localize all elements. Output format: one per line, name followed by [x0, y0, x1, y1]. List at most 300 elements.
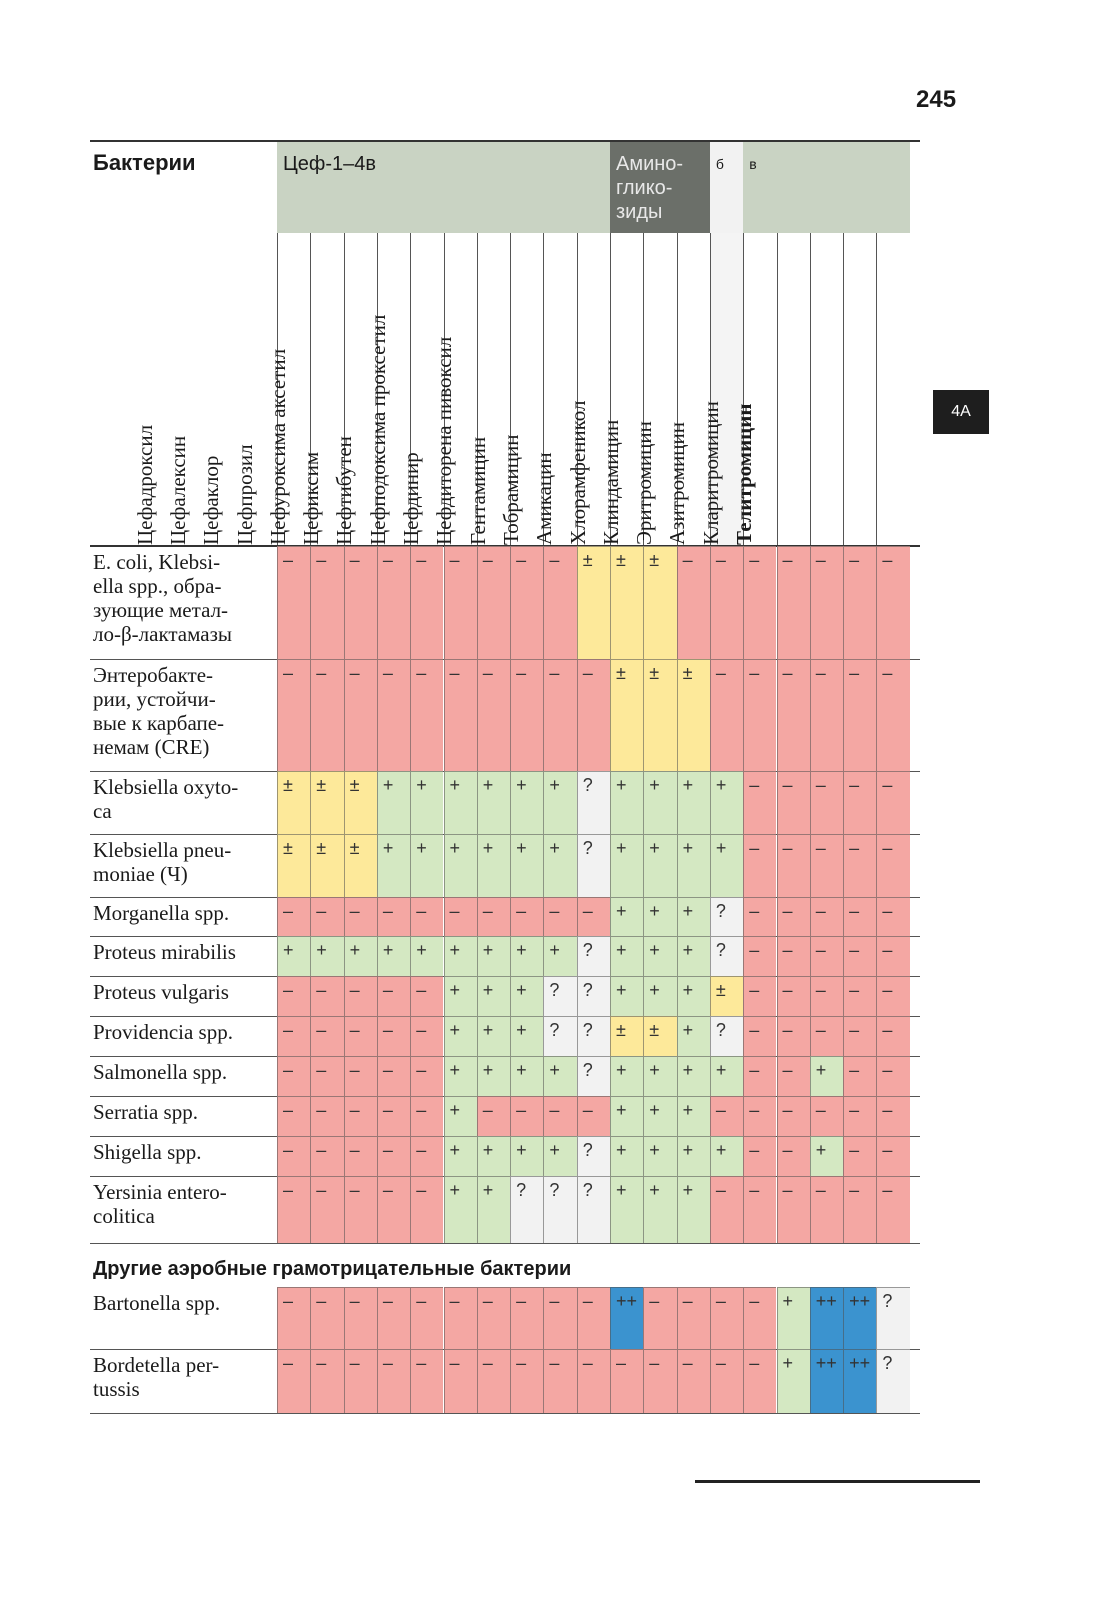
susceptibility-cell: + — [543, 771, 576, 834]
drug-name: Цефпрозил — [232, 444, 257, 545]
susceptibility-cell: – — [743, 1016, 776, 1056]
susceptibility-cell: – — [777, 834, 810, 897]
susceptibility-cell: ? — [710, 936, 743, 976]
susceptibility-cell: ± — [610, 659, 643, 771]
susceptibility-cell: – — [777, 936, 810, 976]
susceptibility-cell: – — [377, 1096, 410, 1136]
susceptibility-cell: – — [677, 1349, 710, 1413]
bacteria-row-label: Proteus mirabilis — [93, 940, 236, 964]
susceptibility-cell: – — [277, 1349, 310, 1413]
drug-name: Цефподоксима проксетил — [365, 314, 390, 545]
susceptibility-cell: – — [410, 976, 443, 1016]
susceptibility-cell: + — [477, 834, 510, 897]
susceptibility-cell: – — [743, 897, 776, 936]
susceptibility-cell: ? — [876, 1287, 909, 1349]
susceptibility-cell: ? — [577, 976, 610, 1016]
susceptibility-cell: ? — [577, 1176, 610, 1243]
susceptibility-cell: – — [743, 1096, 776, 1136]
susceptibility-cell: + — [677, 1136, 710, 1176]
susceptibility-cell: – — [410, 1176, 443, 1243]
susceptibility-cell: – — [444, 659, 477, 771]
susceptibility-cell: + — [543, 834, 576, 897]
column-group-label: б — [715, 156, 724, 172]
susceptibility-cell: – — [277, 1096, 310, 1136]
susceptibility-cell: – — [410, 1287, 443, 1349]
susceptibility-cell: ± — [610, 1016, 643, 1056]
susceptibility-cell: + — [377, 771, 410, 834]
susceptibility-cell: + — [410, 834, 443, 897]
susceptibility-cell: + — [477, 1016, 510, 1056]
susceptibility-cell: + — [610, 771, 643, 834]
drug-name: Хлорамфеникол — [565, 400, 590, 545]
susceptibility-cell: + — [510, 1016, 543, 1056]
susceptibility-cell: – — [743, 1287, 776, 1349]
bacteria-row-label: Klebsiella pneu- moniae (Ч) — [93, 838, 232, 886]
susceptibility-cell: – — [277, 1056, 310, 1096]
susceptibility-cell: – — [810, 976, 843, 1016]
susceptibility-cell: – — [777, 1056, 810, 1096]
susceptibility-cell: – — [310, 1349, 343, 1413]
column-group-label: Цеф-1–4в — [283, 153, 377, 175]
bacteria-row-label: Yersinia entero- colitica — [93, 1180, 227, 1228]
susceptibility-cell: – — [477, 1349, 510, 1413]
susceptibility-cell: + — [677, 976, 710, 1016]
susceptibility-cell: – — [344, 1287, 377, 1349]
susceptibility-cell: – — [344, 1056, 377, 1096]
susceptibility-cell: + — [677, 1016, 710, 1056]
susceptibility-cell: + — [444, 1016, 477, 1056]
susceptibility-cell: – — [277, 897, 310, 936]
susceptibility-cell: – — [743, 1136, 776, 1176]
chapter-tab: 4A — [933, 390, 989, 434]
susceptibility-cell: + — [643, 771, 676, 834]
susceptibility-cell: ± — [577, 546, 610, 659]
drug-name: Цефуроксима аксетил — [265, 348, 290, 545]
row-divider — [90, 1413, 920, 1414]
susceptibility-cell: – — [510, 659, 543, 771]
susceptibility-cell: – — [710, 1287, 743, 1349]
drug-name: Клиндамицин — [598, 419, 623, 545]
susceptibility-cell: – — [810, 1016, 843, 1056]
susceptibility-cell: – — [577, 1096, 610, 1136]
susceptibility-cell: + — [643, 1176, 676, 1243]
susceptibility-cell: – — [444, 1349, 477, 1413]
susceptibility-cell: + — [510, 1056, 543, 1096]
susceptibility-cell: – — [743, 1176, 776, 1243]
susceptibility-cell: + — [444, 771, 477, 834]
susceptibility-cell: – — [710, 1349, 743, 1413]
susceptibility-cell: + — [677, 1056, 710, 1096]
susceptibility-cell: – — [510, 1096, 543, 1136]
susceptibility-cell: – — [876, 897, 909, 936]
susceptibility-cell: – — [743, 771, 776, 834]
susceptibility-cell: – — [810, 659, 843, 771]
susceptibility-cell: + — [477, 1056, 510, 1096]
susceptibility-cell: – — [477, 1287, 510, 1349]
susceptibility-cell: + — [444, 1056, 477, 1096]
susceptibility-cell: – — [410, 1349, 443, 1413]
susceptibility-cell: – — [810, 834, 843, 897]
susceptibility-cell: – — [410, 1096, 443, 1136]
susceptibility-cell: – — [310, 659, 343, 771]
susceptibility-cell: – — [777, 1016, 810, 1056]
susceptibility-cell: – — [677, 1287, 710, 1349]
page-number: 245 — [916, 86, 957, 113]
susceptibility-cell: – — [377, 1136, 410, 1176]
bacteria-row-label: Shigella spp. — [93, 1140, 202, 1164]
susceptibility-cell: – — [510, 897, 543, 936]
susceptibility-cell: + — [610, 976, 643, 1016]
susceptibility-cell: + — [344, 936, 377, 976]
susceptibility-cell: – — [777, 771, 810, 834]
susceptibility-cell: + — [643, 1136, 676, 1176]
susceptibility-cell: – — [843, 936, 876, 976]
susceptibility-cell: + — [510, 936, 543, 976]
susceptibility-cell: – — [876, 834, 909, 897]
drug-name: Цефиксим — [299, 451, 324, 545]
susceptibility-cell: ? — [577, 1016, 610, 1056]
susceptibility-cell: ? — [543, 976, 576, 1016]
susceptibility-cell: – — [876, 1176, 909, 1243]
susceptibility-cell: – — [477, 1096, 510, 1136]
susceptibility-cell: – — [743, 976, 776, 1016]
susceptibility-cell: – — [777, 1096, 810, 1136]
susceptibility-cell: + — [643, 976, 676, 1016]
susceptibility-cell: + — [410, 771, 443, 834]
susceptibility-cell: ± — [310, 771, 343, 834]
susceptibility-cell: – — [277, 1287, 310, 1349]
susceptibility-cell: + — [710, 1056, 743, 1096]
susceptibility-cell: + — [710, 1136, 743, 1176]
drug-name: Тобрамицин — [498, 434, 523, 545]
bacteria-row-label: Bartonella spp. — [93, 1291, 221, 1315]
drug-name: Цефдинир — [399, 452, 424, 545]
bacteria-row-label: Providencia spp. — [93, 1020, 233, 1044]
susceptibility-cell: ? — [577, 936, 610, 976]
bacteria-row-label: Salmonella spp. — [93, 1060, 228, 1084]
susceptibility-cell: – — [344, 897, 377, 936]
susceptibility-cell: – — [810, 546, 843, 659]
susceptibility-cell: – — [710, 1176, 743, 1243]
susceptibility-cell: ? — [577, 1136, 610, 1176]
susceptibility-cell: ± — [643, 546, 676, 659]
susceptibility-cell: ? — [577, 834, 610, 897]
susceptibility-cell: – — [410, 546, 443, 659]
susceptibility-cell: – — [876, 1136, 909, 1176]
susceptibility-cell: – — [876, 976, 909, 1016]
susceptibility-cell: – — [444, 546, 477, 659]
susceptibility-cell: – — [743, 1349, 776, 1413]
susceptibility-cell: – — [377, 976, 410, 1016]
susceptibility-cell: + — [610, 936, 643, 976]
susceptibility-cell: – — [876, 1056, 909, 1096]
susceptibility-cell: – — [777, 1176, 810, 1243]
susceptibility-cell: – — [743, 1056, 776, 1096]
susceptibility-cell: – — [876, 936, 909, 976]
susceptibility-cell: ? — [543, 1176, 576, 1243]
susceptibility-cell: – — [377, 897, 410, 936]
susceptibility-cell: + — [444, 1096, 477, 1136]
susceptibility-cell: – — [743, 936, 776, 976]
susceptibility-cell: – — [310, 1176, 343, 1243]
susceptibility-cell: + — [543, 1056, 576, 1096]
susceptibility-cell: – — [543, 659, 576, 771]
susceptibility-cell: + — [444, 834, 477, 897]
susceptibility-cell: ? — [577, 1056, 610, 1096]
susceptibility-cell: + — [677, 936, 710, 976]
susceptibility-cell: + — [677, 1096, 710, 1136]
susceptibility-cell: – — [543, 1096, 576, 1136]
drug-column-header — [732, 233, 909, 545]
susceptibility-cell: – — [310, 546, 343, 659]
susceptibility-cell: + — [477, 1136, 510, 1176]
bacteria-row-label: E. coli, Klebsi- ella spp., обра- зующие метал- ло-β-лактамазы — [93, 550, 233, 646]
susceptibility-cell: + — [643, 1096, 676, 1136]
column-group-header — [710, 142, 743, 233]
susceptibility-cell: – — [477, 897, 510, 936]
susceptibility-cell: – — [777, 659, 810, 771]
susceptibility-cell: + — [543, 936, 576, 976]
susceptibility-cell: + — [277, 936, 310, 976]
susceptibility-cell: – — [843, 1136, 876, 1176]
susceptibility-cell: + — [643, 834, 676, 897]
susceptibility-cell: – — [410, 897, 443, 936]
susceptibility-cell: ? — [510, 1176, 543, 1243]
susceptibility-cell: – — [843, 1176, 876, 1243]
drug-name: Цефадроксил — [132, 424, 157, 545]
susceptibility-cell: – — [710, 1096, 743, 1136]
susceptibility-cell: – — [643, 1287, 676, 1349]
drug-name: Цефдиторена пивоксил — [432, 336, 457, 545]
column-group-label: в — [749, 156, 757, 172]
susceptibility-cell: + — [610, 897, 643, 936]
susceptibility-cell: – — [377, 1176, 410, 1243]
susceptibility-cell: – — [843, 1056, 876, 1096]
drug-name: Азитромицин — [665, 422, 690, 545]
susceptibility-cell: – — [310, 1056, 343, 1096]
drug-name: Цефалексин — [165, 435, 190, 545]
susceptibility-cell: – — [743, 834, 776, 897]
susceptibility-cell: – — [810, 1176, 843, 1243]
susceptibility-cell: ? — [876, 1349, 909, 1413]
susceptibility-cell: – — [643, 1349, 676, 1413]
susceptibility-cell: ± — [310, 834, 343, 897]
susceptibility-cell: + — [810, 1056, 843, 1096]
susceptibility-cell: – — [277, 1016, 310, 1056]
drug-name: Цефаклор — [199, 455, 224, 545]
susceptibility-cell: – — [876, 1016, 909, 1056]
susceptibility-cell: + — [477, 936, 510, 976]
drug-name: Амикацин — [532, 452, 557, 545]
susceptibility-cell: + — [610, 1136, 643, 1176]
susceptibility-cell: – — [510, 546, 543, 659]
susceptibility-cell: – — [377, 659, 410, 771]
row-divider — [90, 1243, 920, 1244]
susceptibility-cell: – — [810, 1096, 843, 1136]
susceptibility-cell: ++ — [810, 1287, 843, 1349]
susceptibility-cell: – — [777, 546, 810, 659]
susceptibility-cell: – — [510, 1349, 543, 1413]
susceptibility-cell: – — [710, 659, 743, 771]
susceptibility-cell: + — [410, 936, 443, 976]
susceptibility-cell: – — [410, 1136, 443, 1176]
susceptibility-cell: – — [843, 546, 876, 659]
susceptibility-cell: – — [677, 546, 710, 659]
bacteria-row-label: Serratia spp. — [93, 1100, 198, 1124]
susceptibility-cell: – — [743, 546, 776, 659]
susceptibility-cell: – — [577, 1287, 610, 1349]
susceptibility-cell: + — [777, 1349, 810, 1413]
susceptibility-cell: – — [377, 1056, 410, 1096]
susceptibility-cell: ++ — [610, 1287, 643, 1349]
susceptibility-cell: – — [477, 659, 510, 771]
susceptibility-cell: – — [843, 834, 876, 897]
susceptibility-cell: + — [677, 1176, 710, 1243]
susceptibility-cell: – — [610, 1349, 643, 1413]
susceptibility-cell: ± — [710, 976, 743, 1016]
susceptibility-cell: + — [310, 936, 343, 976]
susceptibility-cell: – — [344, 659, 377, 771]
susceptibility-cell: – — [843, 1096, 876, 1136]
susceptibility-cell: + — [710, 771, 743, 834]
susceptibility-cell: + — [677, 897, 710, 936]
susceptibility-cell: + — [677, 771, 710, 834]
susceptibility-cell: – — [543, 1349, 576, 1413]
susceptibility-cell: + — [444, 1136, 477, 1176]
drug-name: Кларитромицин — [698, 401, 723, 545]
susceptibility-cell: + — [477, 771, 510, 834]
susceptibility-cell: – — [876, 546, 909, 659]
bacteria-row-label: Bordetella per- tussis — [93, 1353, 220, 1401]
susceptibility-cell: ? — [710, 897, 743, 936]
susceptibility-cell: ± — [643, 659, 676, 771]
susceptibility-cell: – — [810, 771, 843, 834]
susceptibility-cell: + — [444, 976, 477, 1016]
susceptibility-cell: – — [310, 1016, 343, 1056]
susceptibility-cell: – — [444, 1287, 477, 1349]
susceptibility-cell: + — [510, 1136, 543, 1176]
susceptibility-cell: – — [410, 1056, 443, 1096]
susceptibility-cell: ? — [710, 1016, 743, 1056]
bacteria-column-header: Бактерии — [93, 150, 196, 175]
susceptibility-cell: – — [310, 1096, 343, 1136]
susceptibility-cell: – — [277, 659, 310, 771]
susceptibility-cell: – — [843, 659, 876, 771]
susceptibility-cell: ± — [344, 771, 377, 834]
susceptibility-cell: + — [510, 771, 543, 834]
susceptibility-cell: – — [310, 1136, 343, 1176]
susceptibility-cell: – — [310, 1287, 343, 1349]
susceptibility-cell: ± — [610, 546, 643, 659]
bacteria-row-label: Энтеробакте- рии, устойчи- вые к карбапе- немам (CRE) — [93, 663, 225, 759]
susceptibility-cell: – — [843, 897, 876, 936]
drug-name: Цефтибутен — [332, 436, 357, 545]
susceptibility-cell: ± — [643, 1016, 676, 1056]
susceptibility-cell: + — [810, 1136, 843, 1176]
susceptibility-cell: – — [344, 1176, 377, 1243]
susceptibility-cell: – — [876, 771, 909, 834]
susceptibility-cell: – — [543, 897, 576, 936]
susceptibility-cell: + — [610, 834, 643, 897]
susceptibility-cell: – — [377, 1287, 410, 1349]
susceptibility-cell: – — [277, 1176, 310, 1243]
susceptibility-cell: – — [410, 659, 443, 771]
susceptibility-cell: – — [344, 976, 377, 1016]
susceptibility-cell: – — [377, 546, 410, 659]
susceptibility-cell: ++ — [810, 1349, 843, 1413]
susceptibility-cell: – — [543, 546, 576, 659]
susceptibility-cell: ± — [344, 834, 377, 897]
susceptibility-cell: ± — [277, 771, 310, 834]
susceptibility-cell: – — [310, 897, 343, 936]
susceptibility-cell: + — [677, 834, 710, 897]
susceptibility-cell: + — [610, 1056, 643, 1096]
susceptibility-cell: – — [410, 1016, 443, 1056]
susceptibility-cell: – — [277, 976, 310, 1016]
susceptibility-cell: – — [344, 1016, 377, 1056]
susceptibility-cell: + — [444, 1176, 477, 1243]
drug-name: Телитромицин — [732, 403, 757, 545]
susceptibility-cell: – — [777, 1136, 810, 1176]
susceptibility-cell: ++ — [843, 1349, 876, 1413]
susceptibility-cell: + — [777, 1287, 810, 1349]
susceptibility-cell: – — [543, 1287, 576, 1349]
susceptibility-cell: + — [377, 834, 410, 897]
susceptibility-cell: – — [344, 1136, 377, 1176]
susceptibility-cell: + — [643, 897, 676, 936]
susceptibility-cell: ++ — [843, 1287, 876, 1349]
susceptibility-cell: + — [510, 976, 543, 1016]
susceptibility-cell: + — [444, 936, 477, 976]
susceptibility-cell: – — [477, 546, 510, 659]
susceptibility-cell: ? — [543, 1016, 576, 1056]
susceptibility-cell: + — [477, 1176, 510, 1243]
bacteria-row-label: Morganella spp. — [93, 901, 230, 925]
susceptibility-cell: – — [843, 1016, 876, 1056]
susceptibility-cell: – — [344, 1096, 377, 1136]
susceptibility-cell: – — [777, 897, 810, 936]
susceptibility-cell: + — [510, 834, 543, 897]
susceptibility-cell: – — [377, 1016, 410, 1056]
susceptibility-cell: – — [510, 1287, 543, 1349]
susceptibility-cell: – — [810, 936, 843, 976]
susceptibility-cell: – — [344, 546, 377, 659]
susceptibility-cell: – — [377, 1349, 410, 1413]
susceptibility-cell: – — [876, 659, 909, 771]
susceptibility-cell: – — [710, 546, 743, 659]
susceptibility-cell: – — [277, 1136, 310, 1176]
susceptibility-cell: ± — [677, 659, 710, 771]
susceptibility-cell: + — [543, 1136, 576, 1176]
susceptibility-cell: + — [643, 936, 676, 976]
susceptibility-cell: + — [377, 936, 410, 976]
susceptibility-cell: – — [843, 771, 876, 834]
susceptibility-cell: ? — [577, 771, 610, 834]
drug-name: Гентамицин — [465, 436, 490, 545]
susceptibility-cell: – — [876, 1096, 909, 1136]
susceptibility-cell: + — [710, 834, 743, 897]
susceptibility-cell: – — [310, 976, 343, 1016]
susceptibility-cell: – — [743, 659, 776, 771]
susceptibility-cell: – — [577, 1349, 610, 1413]
susceptibility-cell: – — [344, 1349, 377, 1413]
drug-name: Эритромицин — [632, 421, 657, 545]
susceptibility-cell: – — [577, 897, 610, 936]
susceptibility-cell: – — [810, 897, 843, 936]
column-group-header — [743, 142, 910, 233]
susceptibility-cell: – — [444, 897, 477, 936]
susceptibility-cell: + — [610, 1176, 643, 1243]
